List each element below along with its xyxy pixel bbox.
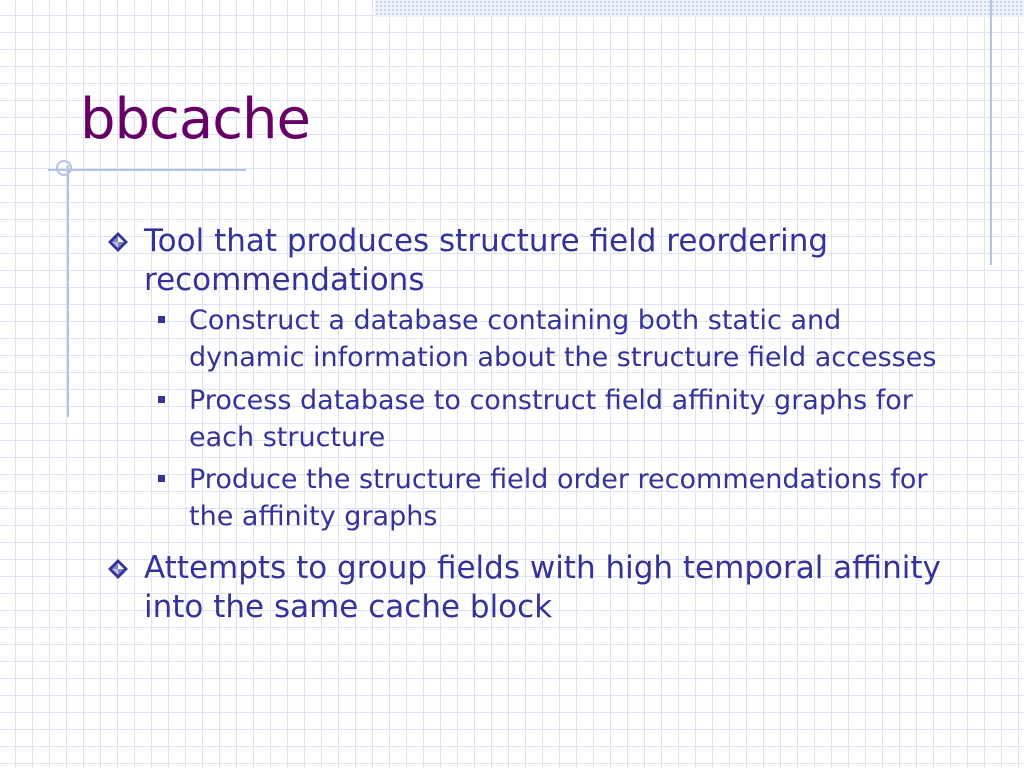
slide-body xyxy=(108,222,958,627)
bullet-text: Attempts to group fields with high temporal affinity into the same cache block xyxy=(144,550,941,625)
square-bullet-icon xyxy=(158,475,165,482)
title-underline xyxy=(48,169,246,171)
sub-bullet-text: Process database to construct field affinity graphs for each structure xyxy=(189,385,913,453)
diamond-bullet-icon xyxy=(108,232,128,252)
bullet-level1 xyxy=(108,222,958,300)
bullet-level2 xyxy=(108,461,958,535)
decorative-ring-icon xyxy=(56,160,72,176)
decorative-vertical-line-right xyxy=(990,0,992,265)
bullet-level2 xyxy=(108,382,958,456)
sub-bullet-text: Produce the structure field order recommendations for the affinity graphs xyxy=(189,464,928,532)
square-bullet-icon xyxy=(158,316,165,323)
diamond-bullet-icon xyxy=(108,559,128,579)
bullet-level1 xyxy=(108,549,958,627)
sub-bullet-text: Construct a database containing both static and dynamic information about the structure field accesses xyxy=(189,305,937,373)
top-pattern-band xyxy=(375,0,1024,17)
slide-title: bbcache xyxy=(80,87,310,152)
decorative-vertical-line-left xyxy=(67,165,69,417)
bullet-level2 xyxy=(108,302,958,376)
square-bullet-icon xyxy=(158,396,165,403)
bullet-text: Tool that produces structure field reordering recommendations xyxy=(144,223,829,298)
